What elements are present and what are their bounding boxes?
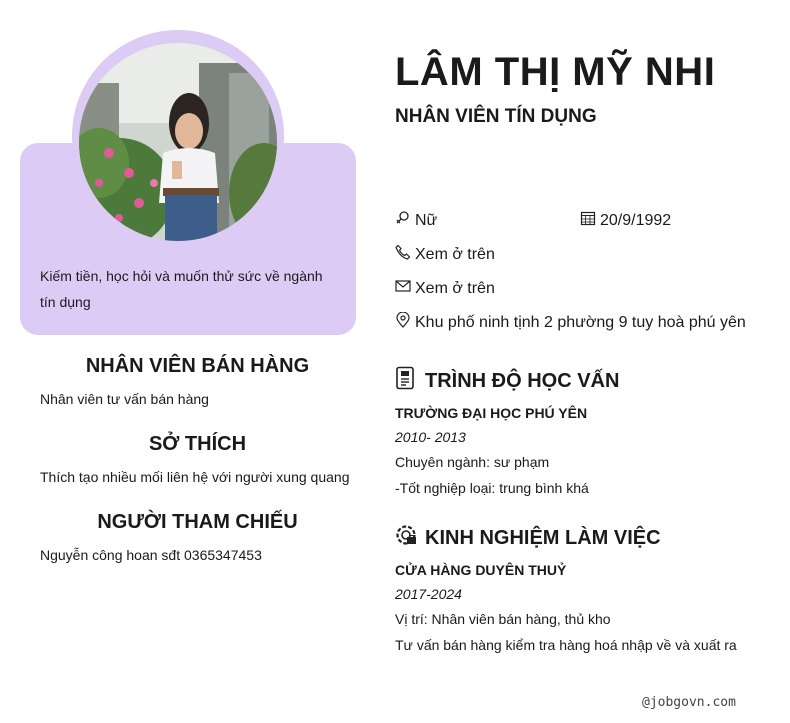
email-value: Xem ở trên — [415, 279, 495, 297]
education-major: Chuyên ngành: sư phạm — [395, 454, 550, 470]
gender-info — [395, 210, 437, 231]
experience-heading-text: KINH NGHIỆM LÀM VIỆC — [425, 526, 661, 549]
position-text: Nhân viên tư vấn bán hàng — [40, 391, 209, 407]
experience-role: Vị trí: Nhân viên bán hàng, thủ kho — [395, 611, 611, 627]
gender-icon — [395, 210, 411, 231]
gender-value: Nữ — [415, 211, 438, 229]
education-heading — [395, 366, 619, 396]
education-years: 2010- 2013 — [395, 429, 466, 445]
address-value: Khu phố ninh tịnh 2 phường 9 tuy hoà phú yên — [415, 313, 746, 331]
phone-value: Xem ở trên — [415, 245, 495, 263]
avatar — [79, 43, 277, 241]
mail-icon — [395, 278, 411, 299]
education-grade: -Tốt nghiệp loại: trung bình khá — [395, 480, 589, 496]
education-school: TRƯỜNG ĐẠI HỌC PHÚ YÊN — [395, 405, 588, 421]
watermark: @jobgovn.com — [642, 695, 736, 710]
birthday-value: 20/9/1992 — [600, 211, 672, 229]
location-icon — [395, 312, 411, 333]
hobbies-text: Thích tạo nhiều mối liên hệ với người xung quang — [40, 469, 350, 485]
education-heading-text: TRÌNH ĐỘ HỌC VẤN — [425, 369, 620, 392]
candidate-name: LÂM THỊ MỸ NHI — [395, 50, 716, 94]
experience-company: CỬA HÀNG DUYÊN THUỶ — [395, 562, 567, 578]
job-title: NHÂN VIÊN TÍN DỤNG — [395, 106, 597, 127]
career-objective: Kiếm tiền, học hỏi và muốn thử sức về ngành tín dụng — [40, 268, 323, 310]
experience-heading — [395, 523, 661, 553]
reference-title: NGƯỜI THAM CHIẾU — [97, 511, 298, 533]
experience-years: 2017-2024 — [395, 586, 462, 602]
address-info — [395, 312, 746, 333]
experience-description: Tư vấn bán hàng kiểm tra hàng hoá nhập về và xuất ra — [395, 637, 737, 653]
phone-icon — [395, 244, 411, 265]
hobbies-title: SỞ THÍCH — [148, 433, 247, 455]
birthday-info — [580, 210, 671, 231]
email-info — [395, 278, 495, 299]
experience-icon — [395, 523, 417, 553]
calendar-icon — [580, 210, 596, 231]
position-title: NHÂN VIÊN BÁN HÀNG — [85, 355, 310, 377]
reference-text: Nguyễn công hoan sđt 0365347453 — [40, 547, 262, 563]
phone-info — [395, 244, 495, 265]
education-icon — [395, 366, 417, 396]
